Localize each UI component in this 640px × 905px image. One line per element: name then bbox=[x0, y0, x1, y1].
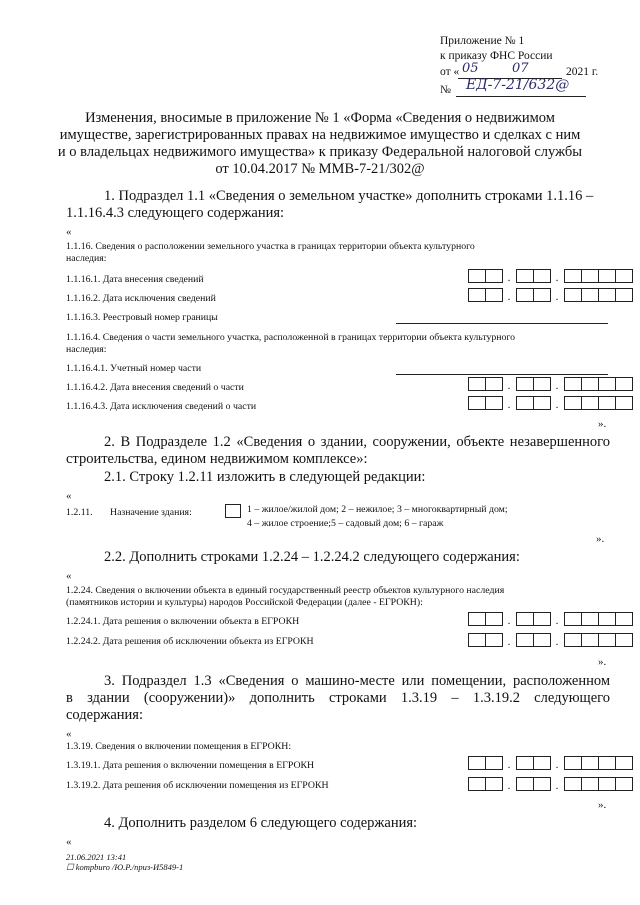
row-1-3-19: 1.3.19. Сведения о включении помещения в ЕГРОКН: bbox=[66, 741, 292, 752]
row-1-1-16-4-3: 1.1.16.4.3. Дата исключения сведений о части bbox=[66, 401, 257, 412]
row-1-2-24-1: 1.2.24.1. Дата решения о включении объекта в ЕГРОКН bbox=[66, 616, 300, 627]
row-1-2-24: 1.2.24. Сведения о включении объекта в единый государственный реестр объектов культурного наследия bbox=[66, 585, 505, 596]
close-quote: ». bbox=[598, 418, 607, 430]
date-boxes-1-1-16-2: . . bbox=[468, 288, 632, 302]
blank-line-part-number bbox=[396, 374, 608, 375]
row-1-2-24-2: 1.2.24.2. Дата решения об исключении объекта из ЕГРОКН bbox=[66, 636, 314, 647]
section-3-heading-cont: в здании (сооружении)» дополнить строками 1.3.19 – 1.3.19.2 следующего bbox=[66, 690, 610, 706]
row-1-1-16-2: 1.1.16.2. Дата исключения сведений bbox=[66, 293, 216, 304]
row-1-3-19-1: 1.3.19.1. Дата решения о включении помещения в ЕГРОКН bbox=[66, 760, 315, 771]
row-1-1-16-1: 1.1.16.1. Дата внесения сведений bbox=[66, 274, 204, 285]
appendix-line-2: к приказу ФНС России bbox=[440, 50, 553, 62]
section-2-heading-cont: строительства, едином недвижимом комплексе»: bbox=[66, 451, 368, 467]
row-1-1-16: 1.1.16. Сведения о расположении земельного участка в границах территории объекта культурного bbox=[66, 241, 475, 252]
row-1-2-11-label: Назначение здания: bbox=[110, 507, 192, 518]
title-line-1: Изменения, вносимые в приложение № 1 «Форма «Сведения о недвижимом bbox=[85, 110, 555, 126]
appendix-line-1: Приложение № 1 bbox=[440, 35, 525, 47]
title-line-4: от 10.04.2017 № ММВ-7-21/302@ bbox=[215, 161, 425, 177]
blank-line-border-number bbox=[396, 323, 608, 324]
row-1-1-16-cont: наследия: bbox=[66, 253, 107, 264]
purpose-options-line-2: 4 – жилое строение;5 – садовый дом; 6 – гараж bbox=[247, 518, 444, 529]
footer-timestamp: 21.06.2021 13:41 bbox=[66, 852, 127, 862]
appendix-date-prefix: от « bbox=[440, 66, 460, 78]
footer-file-path-text: kompburo /Ю.Р./приз-И5849-1 bbox=[75, 862, 184, 872]
date-boxes-1-3-19-2: . . bbox=[468, 777, 632, 791]
open-quote: « bbox=[66, 490, 72, 502]
row-1-1-16-3: 1.1.16.3. Реестровый номер границы bbox=[66, 312, 218, 323]
section-1-heading-cont: 1.1.16.4.3 следующего содержания: bbox=[66, 205, 285, 221]
title-line-2: имуществе, зарегистрированных правах на недвижимое имущество и сделках с ним bbox=[59, 127, 581, 143]
appendix-day-handwritten: 05 bbox=[462, 61, 479, 76]
row-1-1-16-4: 1.1.16.4. Сведения о части земельного участка, расположенной в границах территории объекта культурного bbox=[66, 332, 516, 343]
close-quote: ». bbox=[596, 533, 605, 545]
appendix-number-underline bbox=[456, 96, 586, 97]
row-1-1-16-4-cont: наследия: bbox=[66, 344, 107, 355]
row-1-3-19-2: 1.3.19.2. Дата решения об исключении помещения из ЕГРОКН bbox=[66, 780, 329, 791]
section-4-heading: 4. Дополнить разделом 6 следующего содержания: bbox=[104, 815, 418, 831]
section-2-heading: 2. В Подразделе 1.2 «Сведения о здании, сооружении, объекте незавершенного bbox=[104, 434, 610, 450]
date-boxes-1-2-24-1: . . bbox=[468, 612, 632, 626]
appendix-month-handwritten: 07 bbox=[512, 61, 529, 76]
section-1-heading: 1. Подраздел 1.1 «Сведения о земельном участке» дополнить строками 1.1.16 – bbox=[104, 188, 594, 204]
date-boxes-1-3-19-1: . . bbox=[468, 756, 632, 770]
close-quote: ». bbox=[598, 656, 607, 668]
footer-file-path: ☐ kompburo /Ю.Р./приз-И5849-1 bbox=[66, 862, 184, 872]
date-boxes-1-1-16-1: . . bbox=[468, 269, 632, 283]
section-2-1-heading: 2.1. Строку 1.2.11 изложить в следующей редакции: bbox=[104, 469, 426, 485]
row-1-2-24-cont: (памятников истории и культуры) народов Российской Федерации (далее - ЕГРОКН): bbox=[66, 597, 423, 608]
row-1-1-16-4-2: 1.1.16.4.2. Дата внесения сведений о части bbox=[66, 382, 244, 393]
appendix-number-prefix: № bbox=[440, 84, 451, 96]
section-2-2-heading: 2.2. Дополнить строками 1.2.24 – 1.2.24.2 следующего содержания: bbox=[104, 549, 520, 565]
open-quote: « bbox=[66, 226, 72, 238]
date-boxes-1-1-16-4-2: . . bbox=[468, 377, 632, 391]
purpose-options-line-1: 1 – жилое/жилой дом; 2 – нежилое; 3 – многоквартирный дом; bbox=[247, 504, 508, 515]
purpose-code-box bbox=[225, 504, 241, 518]
title-line-3: и о владельцах недвижимого имущества» к приказу Федеральной налоговой службы bbox=[57, 144, 583, 160]
section-3-heading-cont-2: содержания: bbox=[66, 707, 144, 723]
appendix-number-handwritten: ЕД-7-21/632@ bbox=[466, 77, 570, 93]
row-1-2-11-code: 1.2.11. bbox=[66, 507, 93, 518]
open-quote: « bbox=[66, 570, 72, 582]
row-1-1-16-4-1: 1.1.16.4.1. Учетный номер части bbox=[66, 363, 202, 374]
date-boxes-1-2-24-2: . . bbox=[468, 633, 632, 647]
section-3-heading: 3. Подраздел 1.3 «Сведения о машино-месте или помещении, расположенном bbox=[104, 673, 610, 689]
appendix-year: 2021 г. bbox=[566, 66, 599, 78]
open-quote: « bbox=[66, 836, 72, 848]
date-boxes-1-1-16-4-3: . . bbox=[468, 396, 632, 410]
close-quote: ». bbox=[598, 799, 607, 811]
open-quote: « bbox=[66, 728, 72, 740]
